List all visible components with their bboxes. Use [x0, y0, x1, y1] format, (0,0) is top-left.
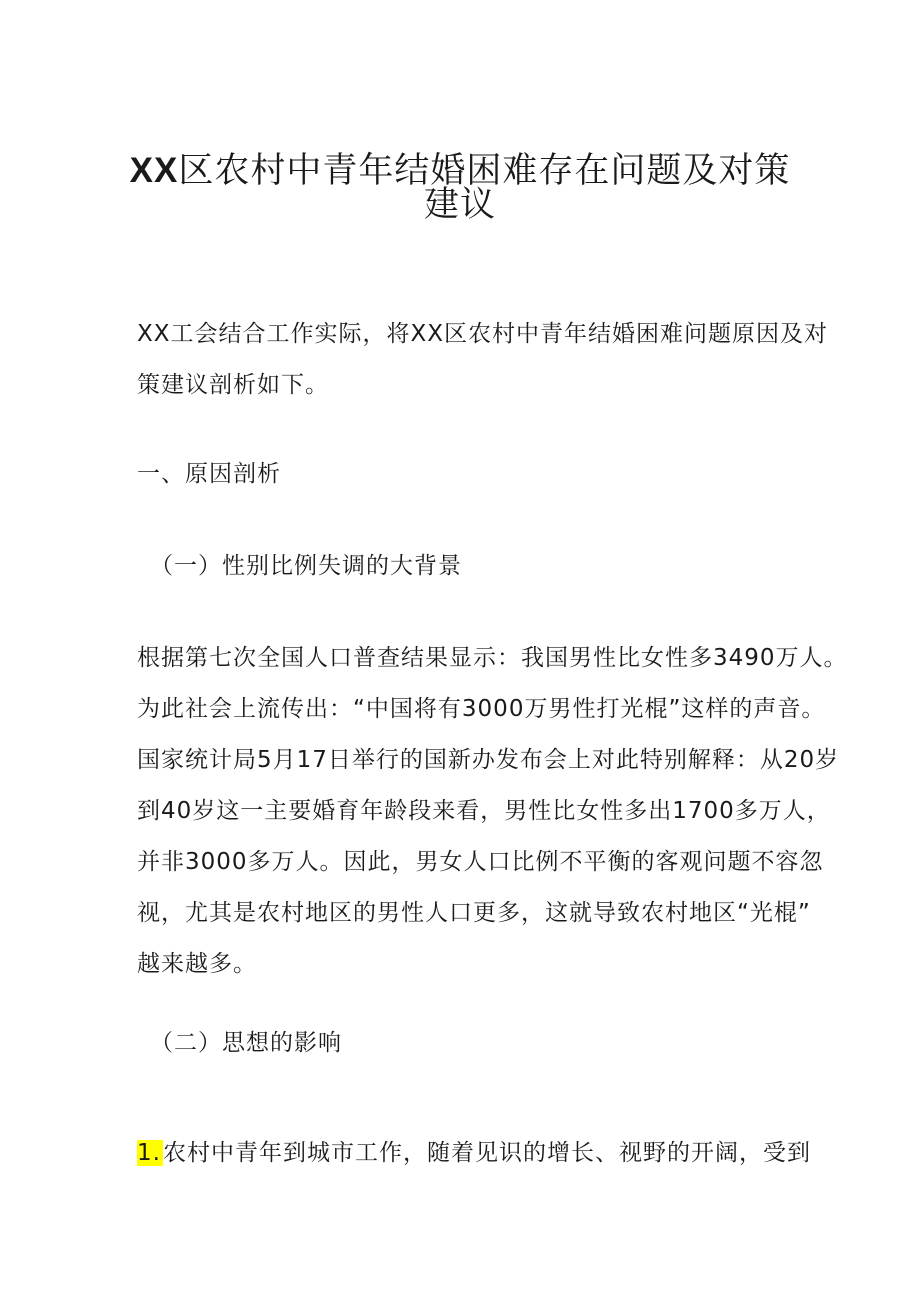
document-title-line-2: 建议: [423, 185, 496, 225]
paragraph-line: [137, 1128, 817, 1179]
subsection-heading-gender-ratio: （一）性别比例失调的大背景: [150, 553, 462, 579]
paragraph-line: 根据第七次全国人口普查结果显示：我国男性比女性多3490万人。: [137, 645, 848, 671]
section-heading-causes: 一、原因剖析: [137, 461, 281, 487]
subsection-heading-ideology: （二）思想的影响: [150, 1030, 342, 1056]
intro-line: XX工会结合工作实际，将XX区农村中青年结婚困难问题原因及对: [137, 321, 829, 347]
paragraph-line: 视，尤其是农村地区的男性人口更多，这就导致农村地区“光棍”: [137, 900, 811, 926]
paragraph-line: 为此社会上流传出：“中国将有3000万男性打光棍”这样的声音。: [137, 696, 826, 722]
paragraph-line: 越来越多。: [137, 951, 257, 977]
item-text: 农村中青年到城市工作，随着见识的增长、视野的开阔，受到: [162, 1140, 811, 1166]
ideology-paragraph: [137, 1128, 817, 1179]
title-prefix: XX: [129, 151, 179, 191]
paragraph-line: 国家统计局5月17日举行的国新办发布会上对此特别解释：从20岁: [137, 747, 840, 773]
paragraph-line: 到40岁这一主要婚育年龄段来看，男性比女性多出1700多万人，: [137, 798, 831, 824]
intro-line: 策建议剖析如下。: [137, 372, 329, 398]
intro-paragraph: [137, 309, 829, 411]
item-number-highlight: 1.: [137, 1140, 161, 1166]
title-text: 区农村中青年结婚困难存在问题及对策: [178, 151, 791, 192]
gender-ratio-paragraph: [137, 633, 848, 990]
paragraph-line: 并非3000多万人。因此，男女人口比例不平衡的客观问题不容忽: [137, 849, 824, 875]
